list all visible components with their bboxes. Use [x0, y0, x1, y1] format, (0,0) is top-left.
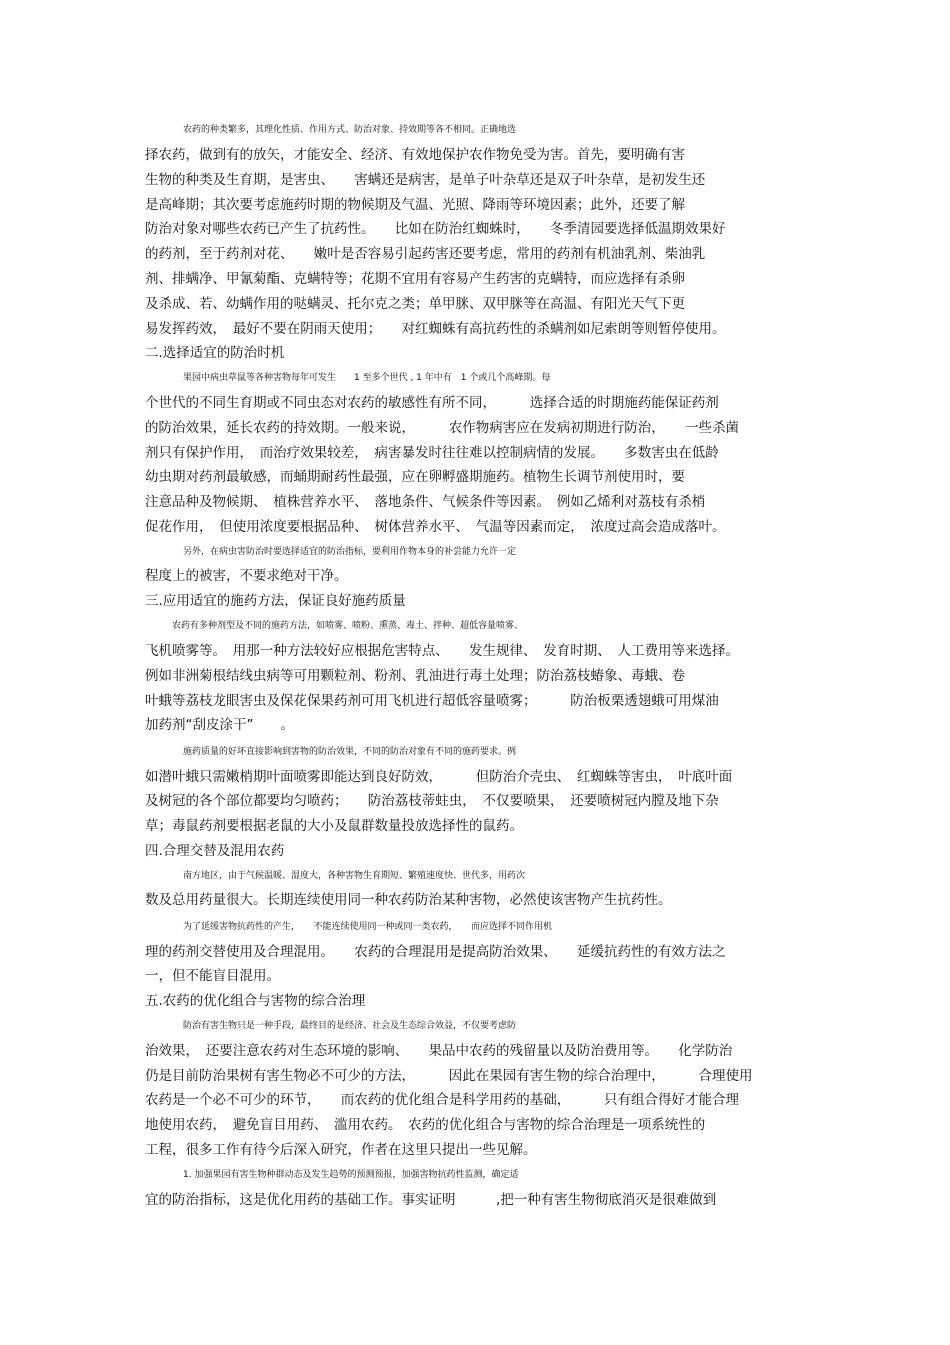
text-line: 防治有害生物只是一种手段，最终目的是经济、社会及生态综合效益，不仅要考虑防 [183, 1021, 517, 1031]
text-line: 择农药，做到有的放矢，才能安全、经济、有效地保护农作物免受为害。首先，要明确有害 [145, 147, 685, 163]
text-line: 地使用农药， 避免盲目用药、 滥用农药。 农药的优化组合与害物的综合治理是一项系统性的 [145, 1117, 706, 1133]
text-line: 叶蛾等荔枝龙眼害虫及保花保果药剂可用飞机进行超低容量喷雾； 防治板栗透翅蛾可用煤油 [145, 693, 719, 709]
text-line: 为了延缓害物抗药性的产生， 不能连续使用同一种或同一类农药， 而应选择不同作用机 [183, 922, 553, 932]
text-line: 工程，很多工作有待今后深入研究，作者在这里只提出一些见解。 [145, 1142, 537, 1158]
text-line: 是高峰期；其次要考虑施药时期的物候期及气温、光照、降雨等环境因素；此外，还要了解 [145, 197, 685, 213]
text-line: 草；毒鼠药剂要根据老鼠的大小及鼠群数量投放选择性的鼠药。 [145, 818, 523, 834]
section-heading: 四.合理交替及混用农药 [145, 843, 285, 859]
text-line: 个世代的不同生育期或不同虫态对农药的敏感性有所不同， 选择合适的时期施药能保证药剂 [145, 395, 719, 411]
text-line: 果园中病虫草鼠等各种害物每年可发生 1 至多个世代 , 1 年中有 1 个或几个高峰期。每 [183, 373, 551, 383]
text-line: 理的药剂交替使用及合理混用。 农药的合理混用是提高防治效果、 延缓抗药性的有效方法之 [145, 944, 726, 960]
text-line: 加药剂“刮皮涂干” 。 [145, 717, 294, 733]
text-line: 剂只有保护作用， 而治疗效果较差， 病害暴发时往往难以控制病情的发展。 多数害虫在低龄 [145, 445, 719, 461]
section-heading: 三.应用适宜的施药方法，保证良好施药质量 [145, 593, 406, 609]
section-heading: 二.选择适宜的防治时机 [145, 345, 285, 361]
text-line: 幼虫期对药剂最敏感，而蛹期耐药性最强，应在卵孵盛期施药。植物生长调节剂使用时，要 [145, 469, 685, 485]
text-line: 治效果， 还要注意农药对生态环境的影响、 果品中农药的残留量以及防治费用等。 化学防治 [145, 1043, 733, 1059]
text-line: 施药质量的好坏直接影响到害物的防治效果，不同的防治对象有不同的施药要求。例 [183, 747, 517, 757]
text-line: 例如非洲菊根结线虫病等可用颗粒剂、粉剂、乳油进行毒土处理；防治荔枝蝽象、毒蛾、卷 [145, 668, 685, 684]
text-line: 数及总用药量很大。长期连续使用同一种农药防治某种害物，必然使该害物产生抗药性。 [145, 892, 672, 908]
text-line: 易发挥药效， 最好不要在阴雨天使用； 对红蜘蛛有高抗药性的杀螨剂如尼索朗等则暂停使用。 [145, 321, 726, 337]
text-line: 宜的防治指标，这是优化用药的基础工作。事实证明 ,把一种有害生物彻底消灭是很难做到 [145, 1192, 717, 1208]
text-line: 农药的种类繁多，其理化性质、作用方式、防治对象、持效期等各不相同。正确地选 [183, 125, 517, 135]
numbered-item: 1. 加强果园有害生物种群动态及发生趋势的预测预报，加强害物抗药性监测，确定适 [183, 1170, 519, 1180]
text-line: 另外，在病虫害防治时要选择适宜的防治指标，要利用作物本身的补尝能力允许一定 [183, 547, 517, 557]
text-line: 飞机喷雾等。 用那一种方法较好应根据危害特点、 发生规律、 发育时期、 人工费用等来选择。 [145, 643, 739, 659]
text-line: 注意品种及物候期、 植株营养水平、 落地条件、气候条件等因素。 例如乙烯利对荔枝有杀梢 [145, 494, 706, 510]
text-line: 生物的种类及生育期，是害虫、 害螨还是病害，是单子叶杂草还是双子叶杂草，是初发生还 [145, 172, 706, 188]
text-line: 及杀成、若、幼螨作用的哒螨灵、托尔克之类；单甲脒、双甲脒等在高温、有阳光天气下更 [145, 296, 685, 312]
section-heading: 五.农药的优化组合与害物的综合治理 [145, 993, 366, 1009]
text-line: 南方地区，由于气候温暖、湿度大，各种害物生育期短、繁殖速度快、世代多，用药次 [183, 871, 526, 881]
text-line: 仍是目前防治果树有害生物必不可少的方法， 因此在果园有害生物的综合治理中， 合理使用 [145, 1068, 753, 1084]
text-line: 剂、排螨净、甲氰菊酯、克螨特等；花期不宜用有容易产生药害的克螨特，而应选择有杀卵 [145, 271, 685, 287]
text-line: 如潜叶蛾只需嫩梢期叶面喷雾即能达到良好防效， 但防治介壳虫、 红蜘蛛等害虫， 叶底叶面 [145, 769, 733, 785]
text-line: 防治对象对哪些农药已产生了抗药性。 比如在防治红蜘蛛时， 冬季清园要选择低温期效果好 [145, 221, 726, 237]
text-line: 的药剂，至于药剂对花、 嫩叶是否容易引起药害还要考虑，常用的药剂有机油乳剂、柴油乳 [145, 246, 706, 262]
text-line: 的防治效果，延长农药的持效期。一般来说， 农作物病害应在发病初期进行防治， 一些杀菌 [145, 420, 739, 436]
text-line: 农药有多种剂型及不同的施药方法，如喷雾、喷粉、熏蒸、毒土、拌种、超低容量喷雾、 [172, 621, 524, 631]
text-line: 及树冠的各个部位都要均匀喷药； 防治荔枝蒂蛀虫， 不仅要喷果， 还要喷树冠内膛及地下杂 [145, 793, 719, 809]
text-line: 一，但不能盲目混用。 [145, 968, 280, 984]
text-line: 促花作用， 但使用浓度要根据品种、 树体营养水平、 气温等因素而定， 浓度过高会造成落叶。 [145, 519, 726, 535]
text-line: 农药是一个必不可少的环节， 而农药的优化组合是科学用药的基础， 只有组合得好才能合理 [145, 1092, 739, 1108]
text-line: 程度上的被害，不要求绝对干净。 [145, 568, 348, 584]
